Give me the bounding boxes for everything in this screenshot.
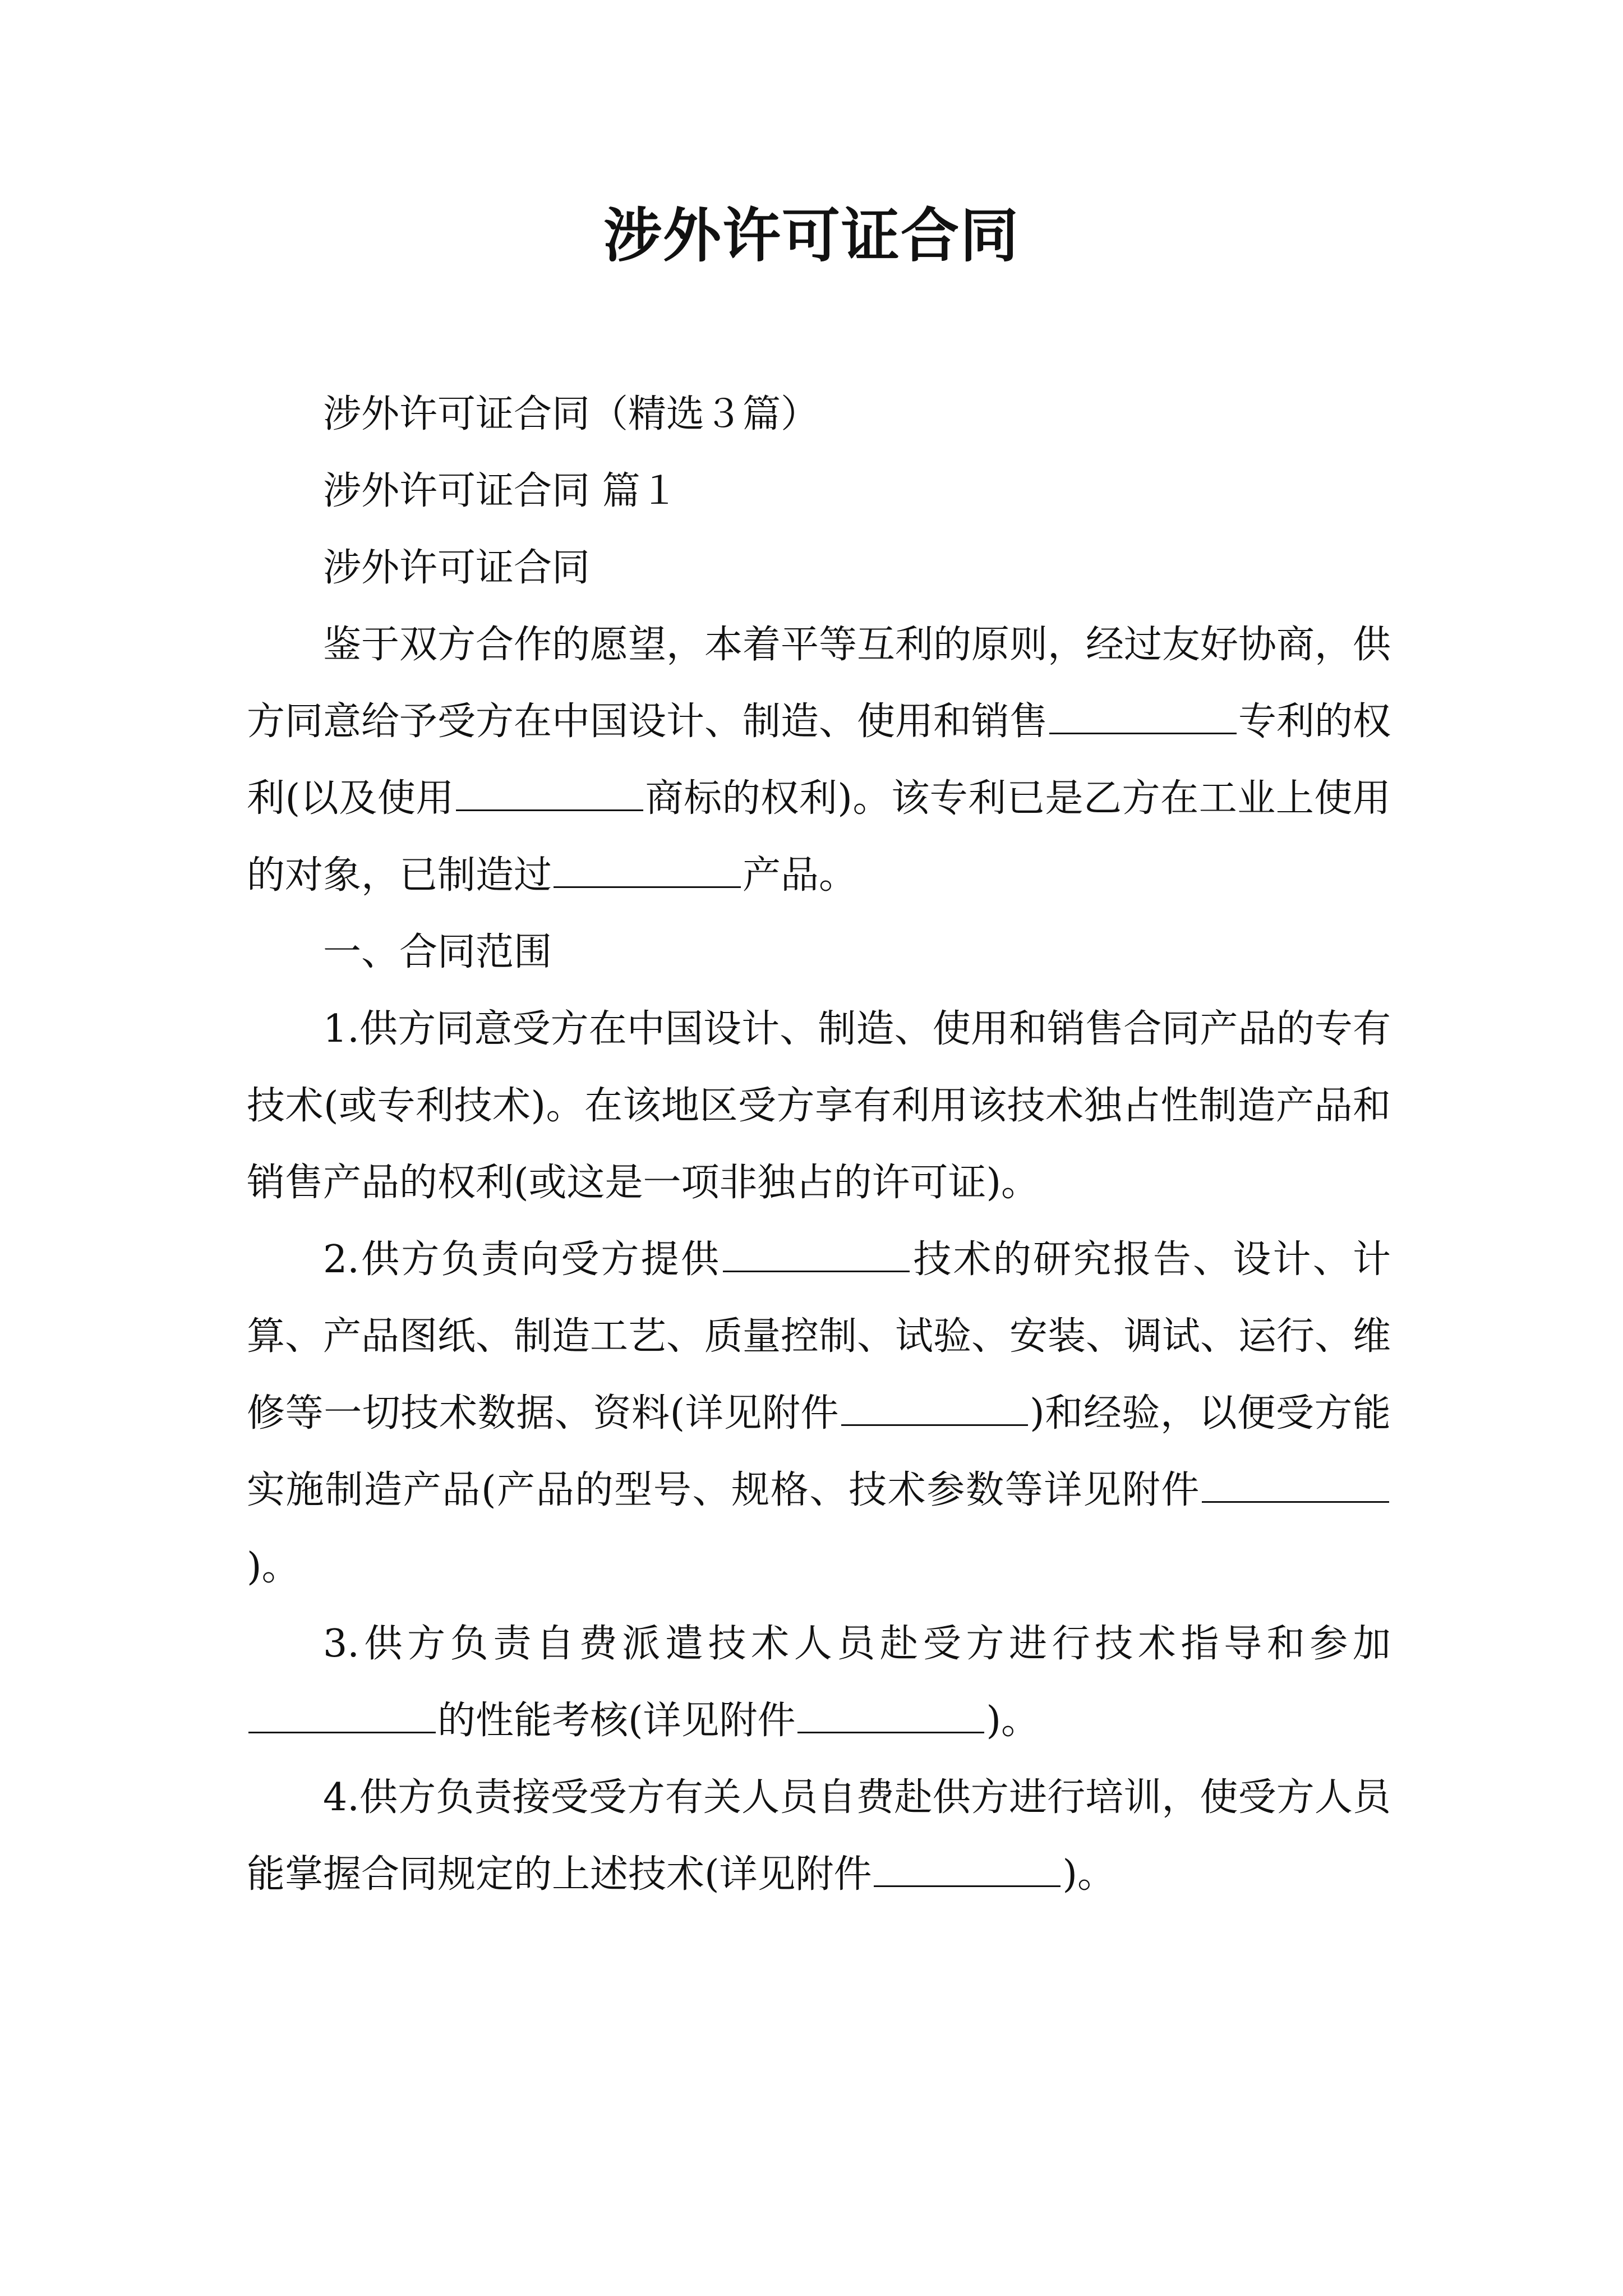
document-body (247, 376, 1391, 1913)
fill-in-blank[interactable] (841, 1390, 1028, 1426)
section-heading-scope (247, 914, 1391, 991)
text-segment: 3.供方负责自费派遣技术人员赴受方进行技术指导和参加 (323, 1622, 1391, 1666)
text-segment: 技术的研究报告、设计、计算、产品图纸、制造工艺、质量控制、试验、安装、调试、运行、维修等一切技术数据、资料(详见附件 (247, 1237, 1391, 1435)
text-segment: 涉外许可证合同 (323, 546, 591, 590)
part-heading-paragraph (247, 453, 1391, 530)
clause-1-paragraph (247, 991, 1391, 1221)
text-segment: )和经验，以便受方能实施制造产品(产品的型号、规格、技术参数等详见附件 (247, 1391, 1391, 1512)
fill-in-blank[interactable] (1049, 698, 1236, 734)
clause-2-paragraph (247, 1221, 1391, 1605)
text-segment: 涉外许可证合同 篇１ (323, 469, 679, 513)
text-segment: 专利的权利(以及使用 (247, 700, 1391, 821)
text-segment: 产品。 (742, 853, 857, 898)
fill-in-blank[interactable] (554, 852, 740, 888)
contract-name-paragraph (247, 530, 1391, 606)
document-title: 涉外许可证合同 (603, 201, 1020, 270)
fill-in-blank[interactable] (1202, 1467, 1389, 1503)
fill-in-blank[interactable] (456, 775, 643, 811)
clause-4-paragraph (247, 1759, 1391, 1913)
subtitle-paragraph (247, 376, 1391, 453)
text-segment: )。 (247, 1545, 300, 1589)
text-segment: 鉴于双方合作的愿望，本着平等互利的原则，经过友好协商，供方同意给予受方在中国设计、制造、使用和销售 (247, 623, 1391, 744)
text-segment: 的性能考核(详见附件 (437, 1699, 796, 1743)
preamble-paragraph (247, 606, 1391, 914)
text-segment: )。 (986, 1699, 1039, 1743)
clause-3-paragraph (247, 1605, 1391, 1759)
fill-in-blank[interactable] (248, 1697, 435, 1733)
text-segment: 2.供方负责向受方提供 (323, 1237, 721, 1282)
fill-in-blank[interactable] (874, 1851, 1061, 1887)
text-segment: 1.供方同意受方在中国设计、制造、使用和销售合同产品的专有技术(或专利技术)。在该地区受方享有利用该技术独占性制造产品和销售产品的权利(或这是一项非独占的许可证)。 (247, 1007, 1391, 1205)
text-segment: 4.供方负责接受受方有关人员自费赴供方进行培训，使受方人员能掌握合同规定的上述技术(详见附件 (247, 1775, 1391, 1897)
text-segment: 商标的权利)。该专利已是乙方在工业上使用的对象，已制造过 (247, 776, 1391, 898)
fill-in-blank[interactable] (797, 1697, 984, 1733)
text-segment: 一、合同范围 (323, 930, 552, 974)
text-segment: )。 (1062, 1852, 1116, 1897)
text-segment: 涉外许可证合同（精选３篇） (323, 392, 819, 436)
fill-in-blank[interactable] (723, 1236, 910, 1272)
